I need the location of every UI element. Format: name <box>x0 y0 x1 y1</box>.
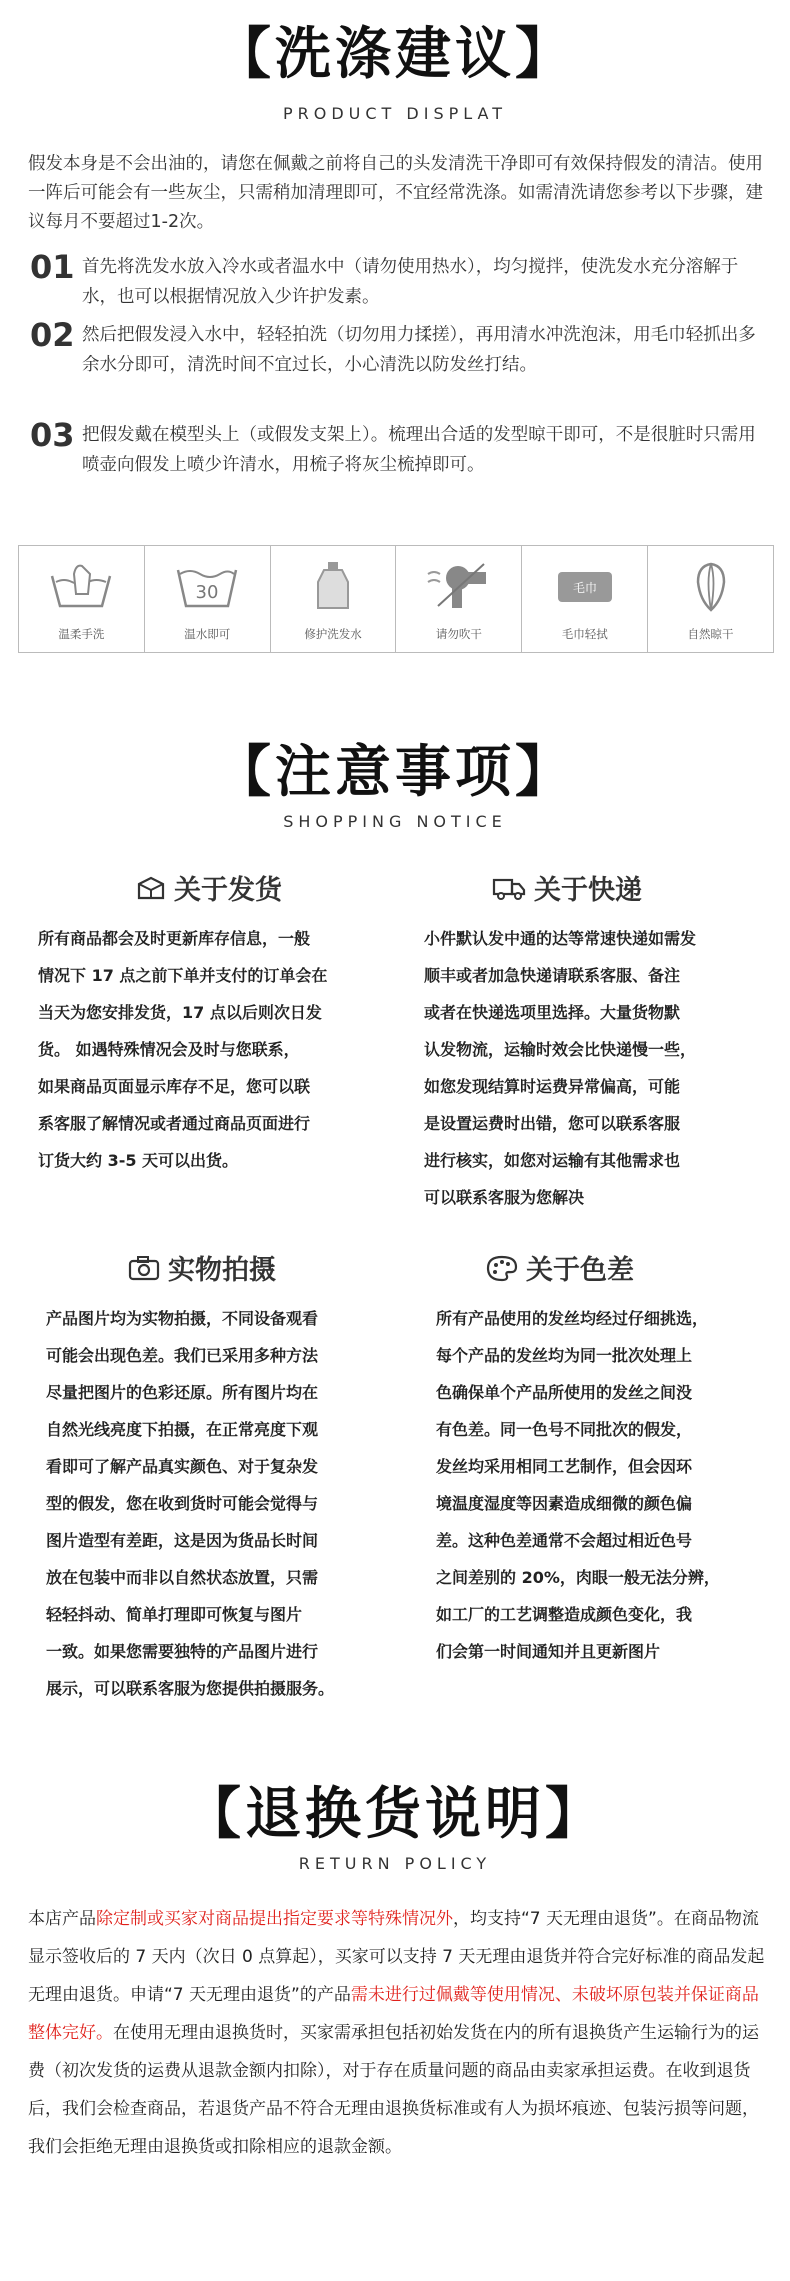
notice-line: 自然光线亮度下拍摄，在正常亮度下观 <box>46 1420 319 1439</box>
notice-line: 所有产品使用的发丝均经过仔细挑选， <box>436 1309 709 1328</box>
notice-heading-text: 关于色差 <box>526 1255 634 1286</box>
notice-body-color <box>436 1300 776 1670</box>
returns-text: ，均支持“7 天无理由退货”。在商品物流显示签收后的 7 天内（次日 0 点算起），买家可以支持 7 天无理由退货并符合完好标准的商品发起无理由退货。申请“7 天无理由退货”的产品 <box>28 1909 765 2005</box>
notice-line: 境温度湿度等因素造成细微的颜色偏 <box>436 1494 693 1513</box>
care-icon-cell <box>271 546 397 652</box>
notice-line: 情况下 17 点之前下单并支付的订单会在 <box>38 966 328 985</box>
returns-subtitle: RETURN POLICY <box>298 1854 492 1873</box>
natural-dry-icon <box>676 560 746 612</box>
notice-line: 认发物流，运输时效会比快递慢一些， <box>424 1040 697 1059</box>
returns-title: 【退换货说明】 <box>185 1782 605 1847</box>
step-number: 03 <box>30 416 75 454</box>
notice-line: 系客服了解情况或者通过商品页面进行 <box>38 1114 311 1133</box>
care-icon-label: 请勿吹干 <box>435 627 482 641</box>
notice-line: 图片造型有差距，这是因为货品长时间 <box>46 1531 319 1550</box>
notice-line: 当天为您安排发货，17 点以后则次日发 <box>38 1003 322 1022</box>
care-icon-cell <box>648 546 773 652</box>
notice-line: 展示，可以联系客服为您提供拍摄服务。 <box>46 1679 335 1698</box>
notice-line: 产品图片均为实物拍摄，不同设备观看 <box>46 1309 319 1328</box>
package-icon <box>136 874 166 902</box>
notice-heading-shipping <box>136 868 282 907</box>
notice-line: 型的假发，您在收到货时可能会觉得与 <box>46 1494 319 1513</box>
notice-line: 放在包装中而非以自然状态放置，只需 <box>46 1568 319 1587</box>
notice-heading-photo <box>128 1248 276 1287</box>
camera-icon <box>128 1254 160 1282</box>
returns-highlight: 需未进行过佩戴等使用情况、未破坏原包装并保证商品整体完好。 <box>28 1985 759 2043</box>
care-icon-cell <box>522 546 648 652</box>
notice-body-shipping <box>38 920 378 1179</box>
step-text: 然后把假发浸入水中，轻轻拍洗（切勿用力揉搓），再用清水冲洗泡沫，用毛巾轻抓出多余水分即可，清洗时间不宜过长，小心清洗以防发丝打结。 <box>82 325 756 375</box>
notice-line: 尽量把图片的色彩还原。所有图片均在 <box>46 1383 319 1402</box>
step-number: 01 <box>30 248 75 286</box>
step-text: 把假发戴在模型头上（或假发支架上）。梳理出合适的发型晾干即可，不是很脏时只需用喷壶向假发上喷少许清水，用梳子将灰尘梳掉即可。 <box>82 425 756 475</box>
notice-line: 所有商品都会及时更新库存信息，一般 <box>38 929 311 948</box>
notice-line: 可以联系客服为您解决 <box>424 1188 585 1207</box>
care-icon-cell <box>19 546 145 652</box>
wash-title: 【洗涤建议】 <box>215 22 575 87</box>
notice-heading-text: 关于发货 <box>174 875 282 906</box>
notice-line: 轻轻抖动、简单打理即可恢复与图片 <box>46 1605 303 1624</box>
wash-intro: 假发本身是不会出油的，请您在佩戴之前将自己的头发清洗干净即可有效保持假发的清洁。使用一阵后可能会有一些灰尘，只需稍加清理即可，不宜经常洗涤。如需清洗请您参考以下步骤，建议每月不要超过1-2次。 <box>28 154 763 232</box>
notice-line: 顺丰或者加急快递请联系客服、备注 <box>424 966 681 985</box>
truck-icon <box>492 874 526 902</box>
hand-wash-icon <box>46 560 116 612</box>
cool-dry-icon <box>424 560 494 612</box>
notice-heading-express <box>492 868 642 907</box>
notice-line: 之间差别的 20%，肉眼一般无法分辨， <box>436 1568 720 1587</box>
towel-badge: 毛巾 <box>572 581 597 595</box>
notice-line: 色确保单个产品所使用的发丝之间没 <box>436 1383 693 1402</box>
notice-line: 可能会出现色差。我们已采用多种方法 <box>46 1346 319 1365</box>
care-shampoo-icon <box>298 560 368 612</box>
notice-line: 如您发现结算时运费异常偏高，可能 <box>424 1077 681 1096</box>
care-icons-row <box>18 545 774 653</box>
returns-policy-text <box>28 1900 768 2166</box>
care-icon-label: 温柔手洗 <box>58 627 105 641</box>
notice-heading-text: 实物拍摄 <box>168 1255 276 1286</box>
notice-title: 【注意事项】 <box>215 740 575 805</box>
care-icon-cell <box>145 546 271 652</box>
step-number: 02 <box>30 316 75 354</box>
returns-highlight: 除定制或买家对商品提出指定要求等特殊情况外 <box>96 1909 453 1929</box>
towel-icon <box>550 560 620 612</box>
care-icon-label: 毛巾轻拭 <box>561 627 608 641</box>
returns-text: 在使用无理由退换货时，买家需承担包括初始发货在内的所有退换货产生运输行为的运费（初次发货的运费从退款金额内扣除），对于存在质量问题的商品由卖家承担运费。在收到退货后，我们会检查商品，若退货产品不符合无理由退换货标准或有人为损坏痕迹、包装污损等问题，我们会拒绝无理由退换货或扣除相应的退款金额。 <box>28 2023 759 2157</box>
notice-line: 进行核实，如您对运输有其他需求也 <box>424 1151 681 1170</box>
notice-line: 小件默认发中通的达等常速快递如需发 <box>424 929 697 948</box>
care-icon-label: 修护洗发水 <box>304 627 362 641</box>
notice-line: 货。 如遇特殊情况会及时与您联系， <box>38 1040 300 1059</box>
wash-subtitle: PRODUCT DISPLAT <box>282 104 508 123</box>
notice-line: 如工厂的工艺调整造成颜色变化，我 <box>436 1605 693 1624</box>
returns-text: 本店产品 <box>28 1909 96 1929</box>
notice-heading-text: 关于快递 <box>534 875 642 906</box>
notice-heading-color <box>486 1248 634 1287</box>
notice-subtitle: SHOPPING NOTICE <box>283 812 507 831</box>
wash-30-icon <box>172 560 242 612</box>
notice-line: 或者在快递选项里选择。大量货物默 <box>424 1003 681 1022</box>
step-text: 首先将洗发水放入冷水或者温水中（请勿使用热水），均匀搅拌，使洗发水充分溶解于水，也可以根据情况放入少许护发素。 <box>82 257 739 307</box>
notice-line: 订货大约 3-5 天可以出货。 <box>38 1151 239 1170</box>
notice-line: 发丝均采用相同工艺制作，但会因环 <box>436 1457 693 1476</box>
palette-icon <box>486 1254 518 1282</box>
care-icon-cell <box>396 546 522 652</box>
notice-line: 差。这种色差通常不会超过相近色号 <box>436 1531 693 1550</box>
notice-line: 一致。如果您需要独特的产品图片进行 <box>46 1642 319 1661</box>
care-icon-label: 温水即可 <box>184 627 231 641</box>
notice-body-photo <box>46 1300 386 1707</box>
notice-line: 每个产品的发丝均为同一批次处理上 <box>436 1346 693 1365</box>
notice-body-express <box>424 920 764 1216</box>
notice-line: 有色差。同一色号不同批次的假发， <box>436 1420 693 1439</box>
care-icon-label: 自然晾干 <box>687 627 734 641</box>
notice-line: 们会第一时间通知并且更新图片 <box>436 1642 661 1661</box>
notice-line: 看即可了解产品真实颜色、对于复杂发 <box>46 1457 319 1476</box>
notice-line: 是设置运费时出错，您可以联系客服 <box>424 1114 681 1133</box>
notice-line: 如果商品页面显示库存不足，您可以联 <box>38 1077 311 1096</box>
wash-30-badge: 30 <box>195 582 219 603</box>
